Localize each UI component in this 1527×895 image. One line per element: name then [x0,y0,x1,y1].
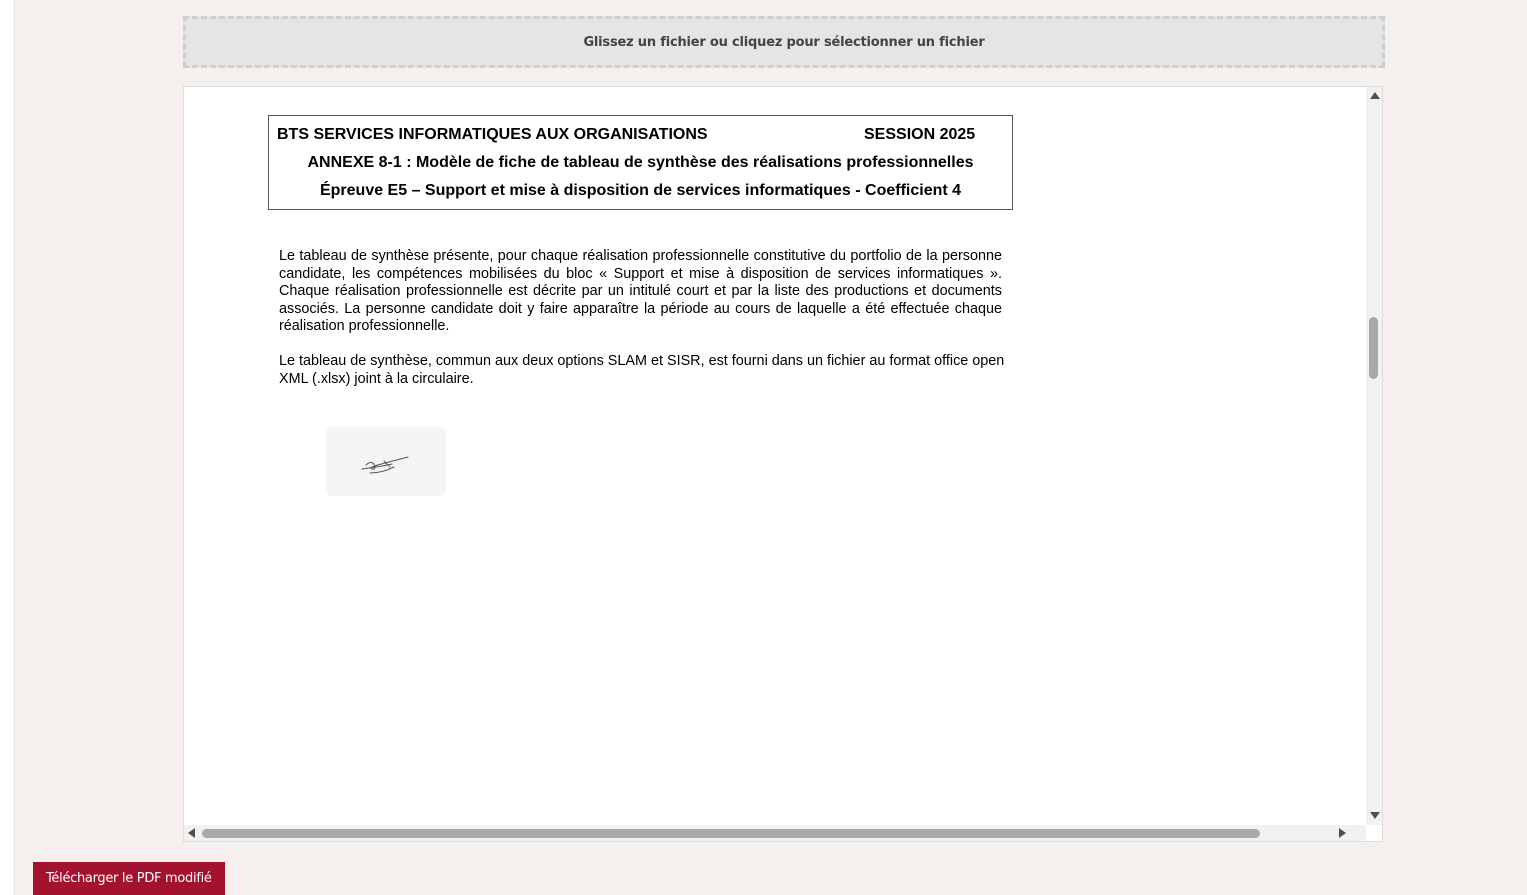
scroll-right-icon[interactable] [1339,828,1346,838]
signature-image[interactable] [326,427,446,496]
vertical-scroll-thumb[interactable] [1369,317,1378,379]
header-exam-title: Épreuve E5 – Support et mise à disposition de services informatiques - Coefficient 4 [319,182,962,199]
pdf-viewer[interactable] [183,86,1383,842]
header-program-title: BTS SERVICES INFORMATIQUES AUX ORGANISATIONS [277,126,708,143]
header-session: SESSION 2025 [864,126,976,143]
scroll-up-icon[interactable] [1370,92,1380,99]
signature-icon [326,427,446,496]
scroll-left-icon[interactable] [188,828,195,838]
vertical-scrollbar[interactable] [1366,87,1382,825]
horizontal-scroll-thumb[interactable] [202,829,1260,838]
download-pdf-button[interactable]: Télécharger le PDF modifié [33,862,225,895]
file-dropzone[interactable] [183,16,1385,68]
scroll-down-icon[interactable] [1370,812,1380,819]
document-header-box [268,115,1013,210]
dropzone-label: Glissez un fichier ou cliquez pour sélectionner un fichier [583,34,985,50]
document-paragraph-2: Le tableau de synthèse, commun aux deux options SLAM et SISR, est fourni dans un fichier au format office open XML (.xlsx) joint à la circulaire. [279,353,1005,387]
document-paragraph-1: Le tableau de synthèse présente, pour chaque réalisation professionnelle constitutive du portfolio de la personne candidate, les compétences mobilisées du bloc « Support et mise à disposition de services informatiques ». Chaque réalisation professionnelle est décrite par un intitulé court et par la liste des productions et documents associés. La personne candidate doit y faire apparaître la période au cours de laquelle a été effectuée chaque réalisation professionnelle. [279,248,1002,335]
header-annex-title: ANNEXE 8-1 : Modèle de fiche de tableau de synthèse des réalisations professionnelles [307,154,974,171]
horizontal-scrollbar[interactable] [184,825,1366,841]
